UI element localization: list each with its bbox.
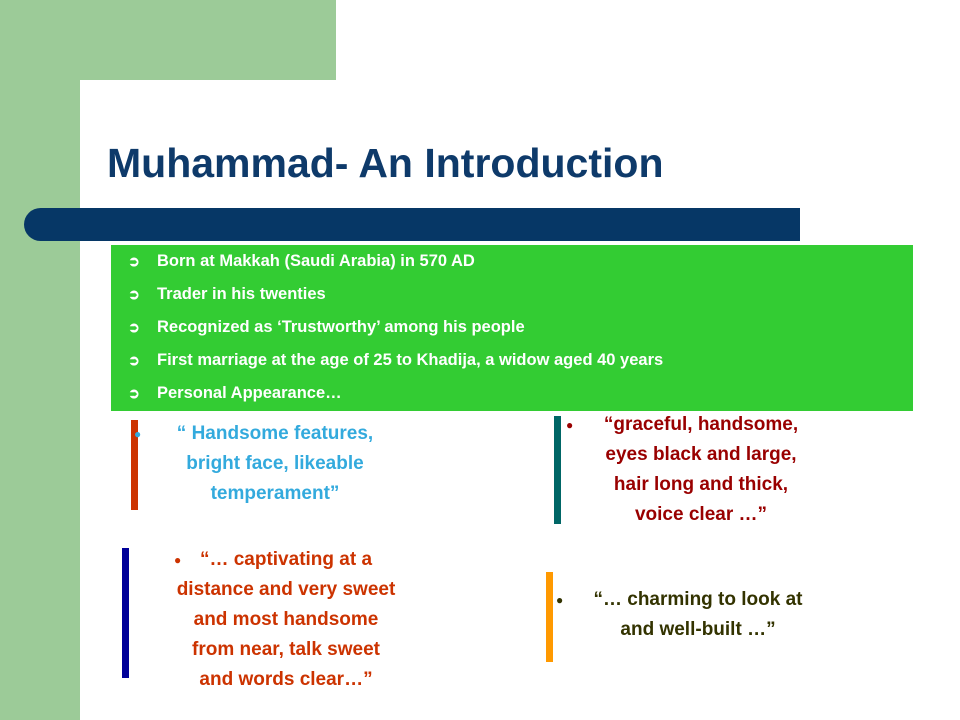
quote-line: “graceful, handsome, xyxy=(603,414,799,435)
quote-captivating xyxy=(136,545,436,695)
bullet-dot-icon: ● xyxy=(134,427,142,441)
bullet-item xyxy=(111,311,901,344)
arrow-bullet-icon: ➲ xyxy=(128,385,140,401)
bullet-text: Recognized as ‘Trustworthy’ among his people xyxy=(157,318,525,336)
arrow-bullet-icon: ➲ xyxy=(128,253,140,269)
quote-line: from near, talk sweet xyxy=(192,639,380,660)
bullet-item xyxy=(111,278,901,311)
quote-charming xyxy=(556,585,840,645)
quote-line: distance and very sweet xyxy=(176,579,396,600)
quote-line: “… captivating at a xyxy=(199,549,373,570)
bullet-item xyxy=(111,245,901,278)
quote-graceful-handsome xyxy=(566,410,836,530)
quote-accent-bar xyxy=(554,416,561,524)
bullet-item xyxy=(111,377,901,410)
quote-line: hair long and thick, xyxy=(613,474,789,495)
arrow-bullet-icon: ➲ xyxy=(128,286,140,302)
bullet-text: Trader in his twenties xyxy=(157,285,326,303)
quote-line: eyes black and large, xyxy=(605,444,797,465)
arrow-bullet-icon: ➲ xyxy=(128,352,140,368)
quote-line: “… charming to look at xyxy=(593,589,803,610)
bullet-dot-icon: ● xyxy=(566,418,574,432)
quote-line: and most handsome xyxy=(193,609,379,630)
bullet-text: Born at Makkah (Saudi Arabia) in 570 AD xyxy=(157,252,475,270)
quote-line: voice clear …” xyxy=(634,504,768,525)
bullet-list-box xyxy=(111,245,913,411)
quote-line: bright face, likeable xyxy=(186,453,364,474)
quote-handsome-features xyxy=(134,419,410,509)
quote-line: “ Handsome features, xyxy=(176,423,374,444)
quote-accent-bar xyxy=(546,572,553,662)
quote-line: temperament” xyxy=(210,483,340,504)
bullet-item xyxy=(111,344,901,377)
bullet-dot-icon: ● xyxy=(556,593,564,607)
bullet-text: Personal Appearance… xyxy=(157,384,342,402)
bullet-text: First marriage at the age of 25 to Khadija, a widow aged 40 years xyxy=(157,351,664,369)
background-green-top xyxy=(0,0,336,80)
arrow-bullet-icon: ➲ xyxy=(128,319,140,335)
background-green-sidebar xyxy=(0,0,80,720)
slide-title: Muhammad- An Introduction xyxy=(107,140,664,186)
quote-line: and words clear…” xyxy=(199,669,373,690)
quote-accent-bar xyxy=(122,548,129,678)
bullet-dot-icon: ● xyxy=(174,553,182,567)
title-underline-bar xyxy=(24,208,800,241)
quote-line: and well-built …” xyxy=(620,619,776,640)
